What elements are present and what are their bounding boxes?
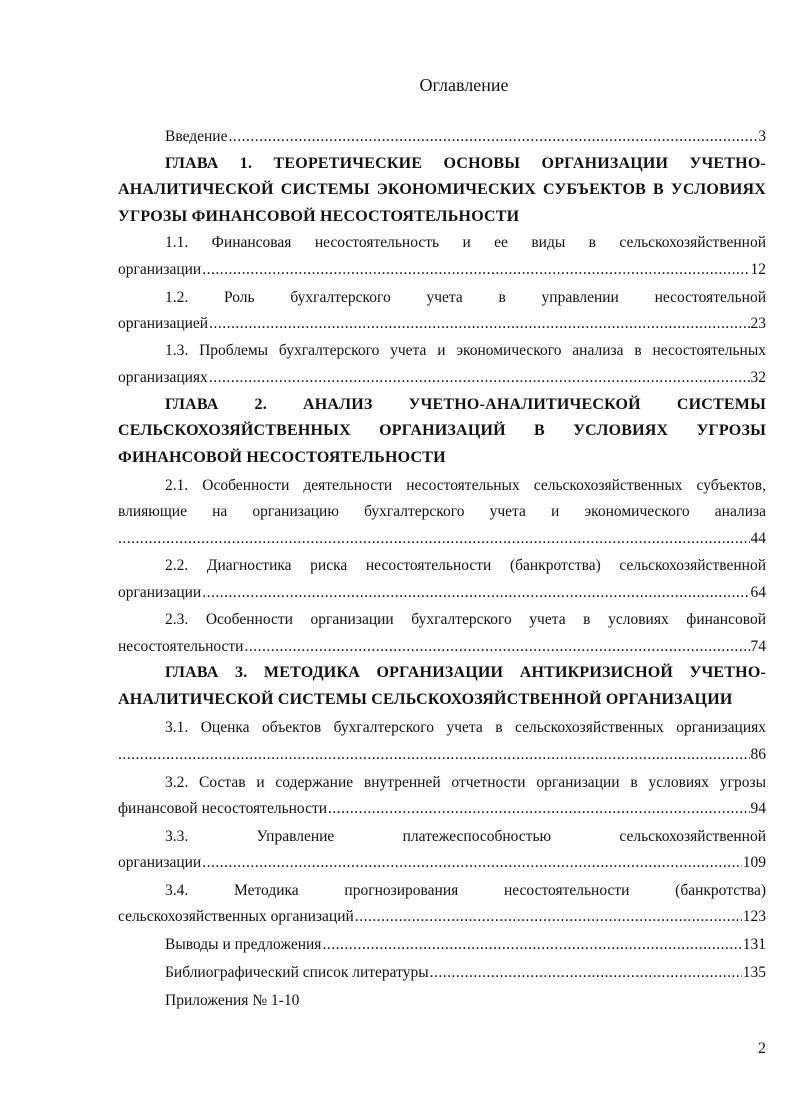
page-title: Оглавление [419, 75, 509, 95]
toc-entry-intro [165, 127, 766, 147]
toc-page-number: 86 [750, 746, 766, 763]
toc-entry-bibliography: Библиографический список литературы ..... 135 [165, 963, 766, 983]
toc-entry-1-3-line-1: 1.3. Проблемы бухгалтерского учета и экономического анализа в несостоятельных [165, 342, 766, 359]
chapter-1-heading-line-1: ГЛАВА 1. ТЕОРЕТИЧЕСКИЕ ОСНОВЫ ОРГАНИЗАЦИИ УЧЕТНО- [165, 155, 766, 172]
chapter-3-heading-line-2: АНАЛИТИЧЕСКОЙ СИСТЕМЫ СЕЛЬСКОХОЗЯЙСТВЕННОЙ ОРГАНИЗАЦИИ [118, 691, 733, 708]
toc-entry-appendix: Приложения № 1-10 [165, 992, 300, 1009]
toc-entry-1-2-line-1: 1.2. Роль бухгалтерского учета в управлении несостоятельной [165, 289, 766, 306]
toc-entry-3-3-line-1: 3.3. Управление платежеспособностью сельскохозяйственной [165, 828, 766, 845]
chapter-2-heading-line-2: СЕЛЬСКОХОЗЯЙСТВЕННЫХ ОРГАНИЗАЦИЙ В УСЛОВИЯХ УГРОЗЫ [118, 422, 766, 439]
toc-entry-conclusions: Выводы и предложения ..... 131 [165, 935, 766, 955]
chapter-3-heading-line-1: ГЛАВА 3. МЕТОДИКА ОРГАНИЗАЦИИ АНТИКРИЗИСНОЙ УЧЕТНО- [165, 664, 766, 681]
toc-page-number: 131 [742, 936, 766, 953]
toc-entry-2-3-line-2: несостоятельности ..... 74 [118, 637, 766, 657]
toc-page-number: 123 [742, 908, 766, 925]
chapter-1-heading-line-3: УГРОЗЫ ФИНАНСОВОЙ НЕСОСТОЯТЕЛЬНОСТИ [118, 208, 520, 225]
toc-page-number: 135 [742, 964, 766, 981]
chapter-1-heading-line-2: АНАЛИТИЧЕСКОЙ СИСТЕМЫ ЭКОНОМИЧЕСКИХ СУБЪЕКТОВ В УСЛОВИЯХ [118, 181, 766, 198]
toc-entry-2-1-line-1: 2.1. Особенности деятельности несостоятельных сельскохозяйственных субъектов, [165, 477, 766, 494]
toc-entry-3-1-line-2 [118, 745, 766, 765]
toc-entry-3-4-line-2: сельскохозяйственных организаций ..... 123 [118, 907, 766, 927]
toc-page-number: 3 [758, 128, 766, 145]
toc-entry-1-3-line-2: организациях ..... 32 [118, 368, 766, 388]
toc-page-number: 12 [750, 261, 766, 278]
toc-entry-3-2-line-1: 3.2. Состав и содержание внутренней отчетности организации в условиях угрозы [165, 774, 766, 791]
toc-entry-1-1-line-1: 1.1. Финансовая несостоятельность и ее виды в сельскохозяйственной [165, 234, 766, 251]
toc-page-number: 32 [750, 369, 766, 386]
toc-entry-2-3-line-1: 2.3. Особенности организации бухгалтерского учета в условиях финансовой [165, 611, 766, 628]
toc-entry-3-2-line-2: финансовой несостоятельности ..... 94 [118, 799, 766, 819]
toc-entry-1-2-line-2: организацией ..... 23 [118, 314, 766, 334]
chapter-2-heading-line-1: ГЛАВА 2. АНАЛИЗ УЧЕТНО-АНАЛИТИЧЕСКОЙ СИСТЕМЫ [165, 396, 766, 413]
toc-page-number: 64 [750, 584, 766, 601]
page-number: 2 [758, 1040, 766, 1057]
toc-entry-2-2-line-1: 2.2. Диагностика риска несостоятельности (банкротства) сельскохозяйственной [165, 557, 766, 574]
toc-page-number: 23 [750, 315, 766, 332]
toc-entry-2-2-line-2: организации ..... 64 [118, 583, 766, 603]
toc-entry-3-1-line-1: 3.1. Оценка объектов бухгалтерского учета в сельскохозяйственных организациях [165, 719, 766, 736]
toc-page-number: 109 [742, 854, 766, 871]
toc-entry-label: Введение [165, 128, 228, 145]
chapter-2-heading-line-3: ФИНАНСОВОЙ НЕСОСТОЯТЕЛЬНОСТИ [118, 449, 446, 466]
toc-entry-2-1-line-3 [118, 529, 766, 549]
toc-entry-3-3-line-2: организации ..... 109 [118, 853, 766, 873]
toc-entry-1-1-line-2: организации ..... 12 [118, 260, 766, 280]
toc-page-number: 44 [750, 530, 766, 547]
toc-entry-3-4-line-1: 3.4. Методика прогнозирования несостоятельности (банкротства) [165, 882, 766, 899]
toc-page-number: 94 [750, 800, 766, 817]
toc-page-number: 74 [750, 638, 766, 655]
toc-entry-2-1-line-2: влияющие на организацию бухгалтерского учета и экономического анализа [118, 503, 766, 520]
